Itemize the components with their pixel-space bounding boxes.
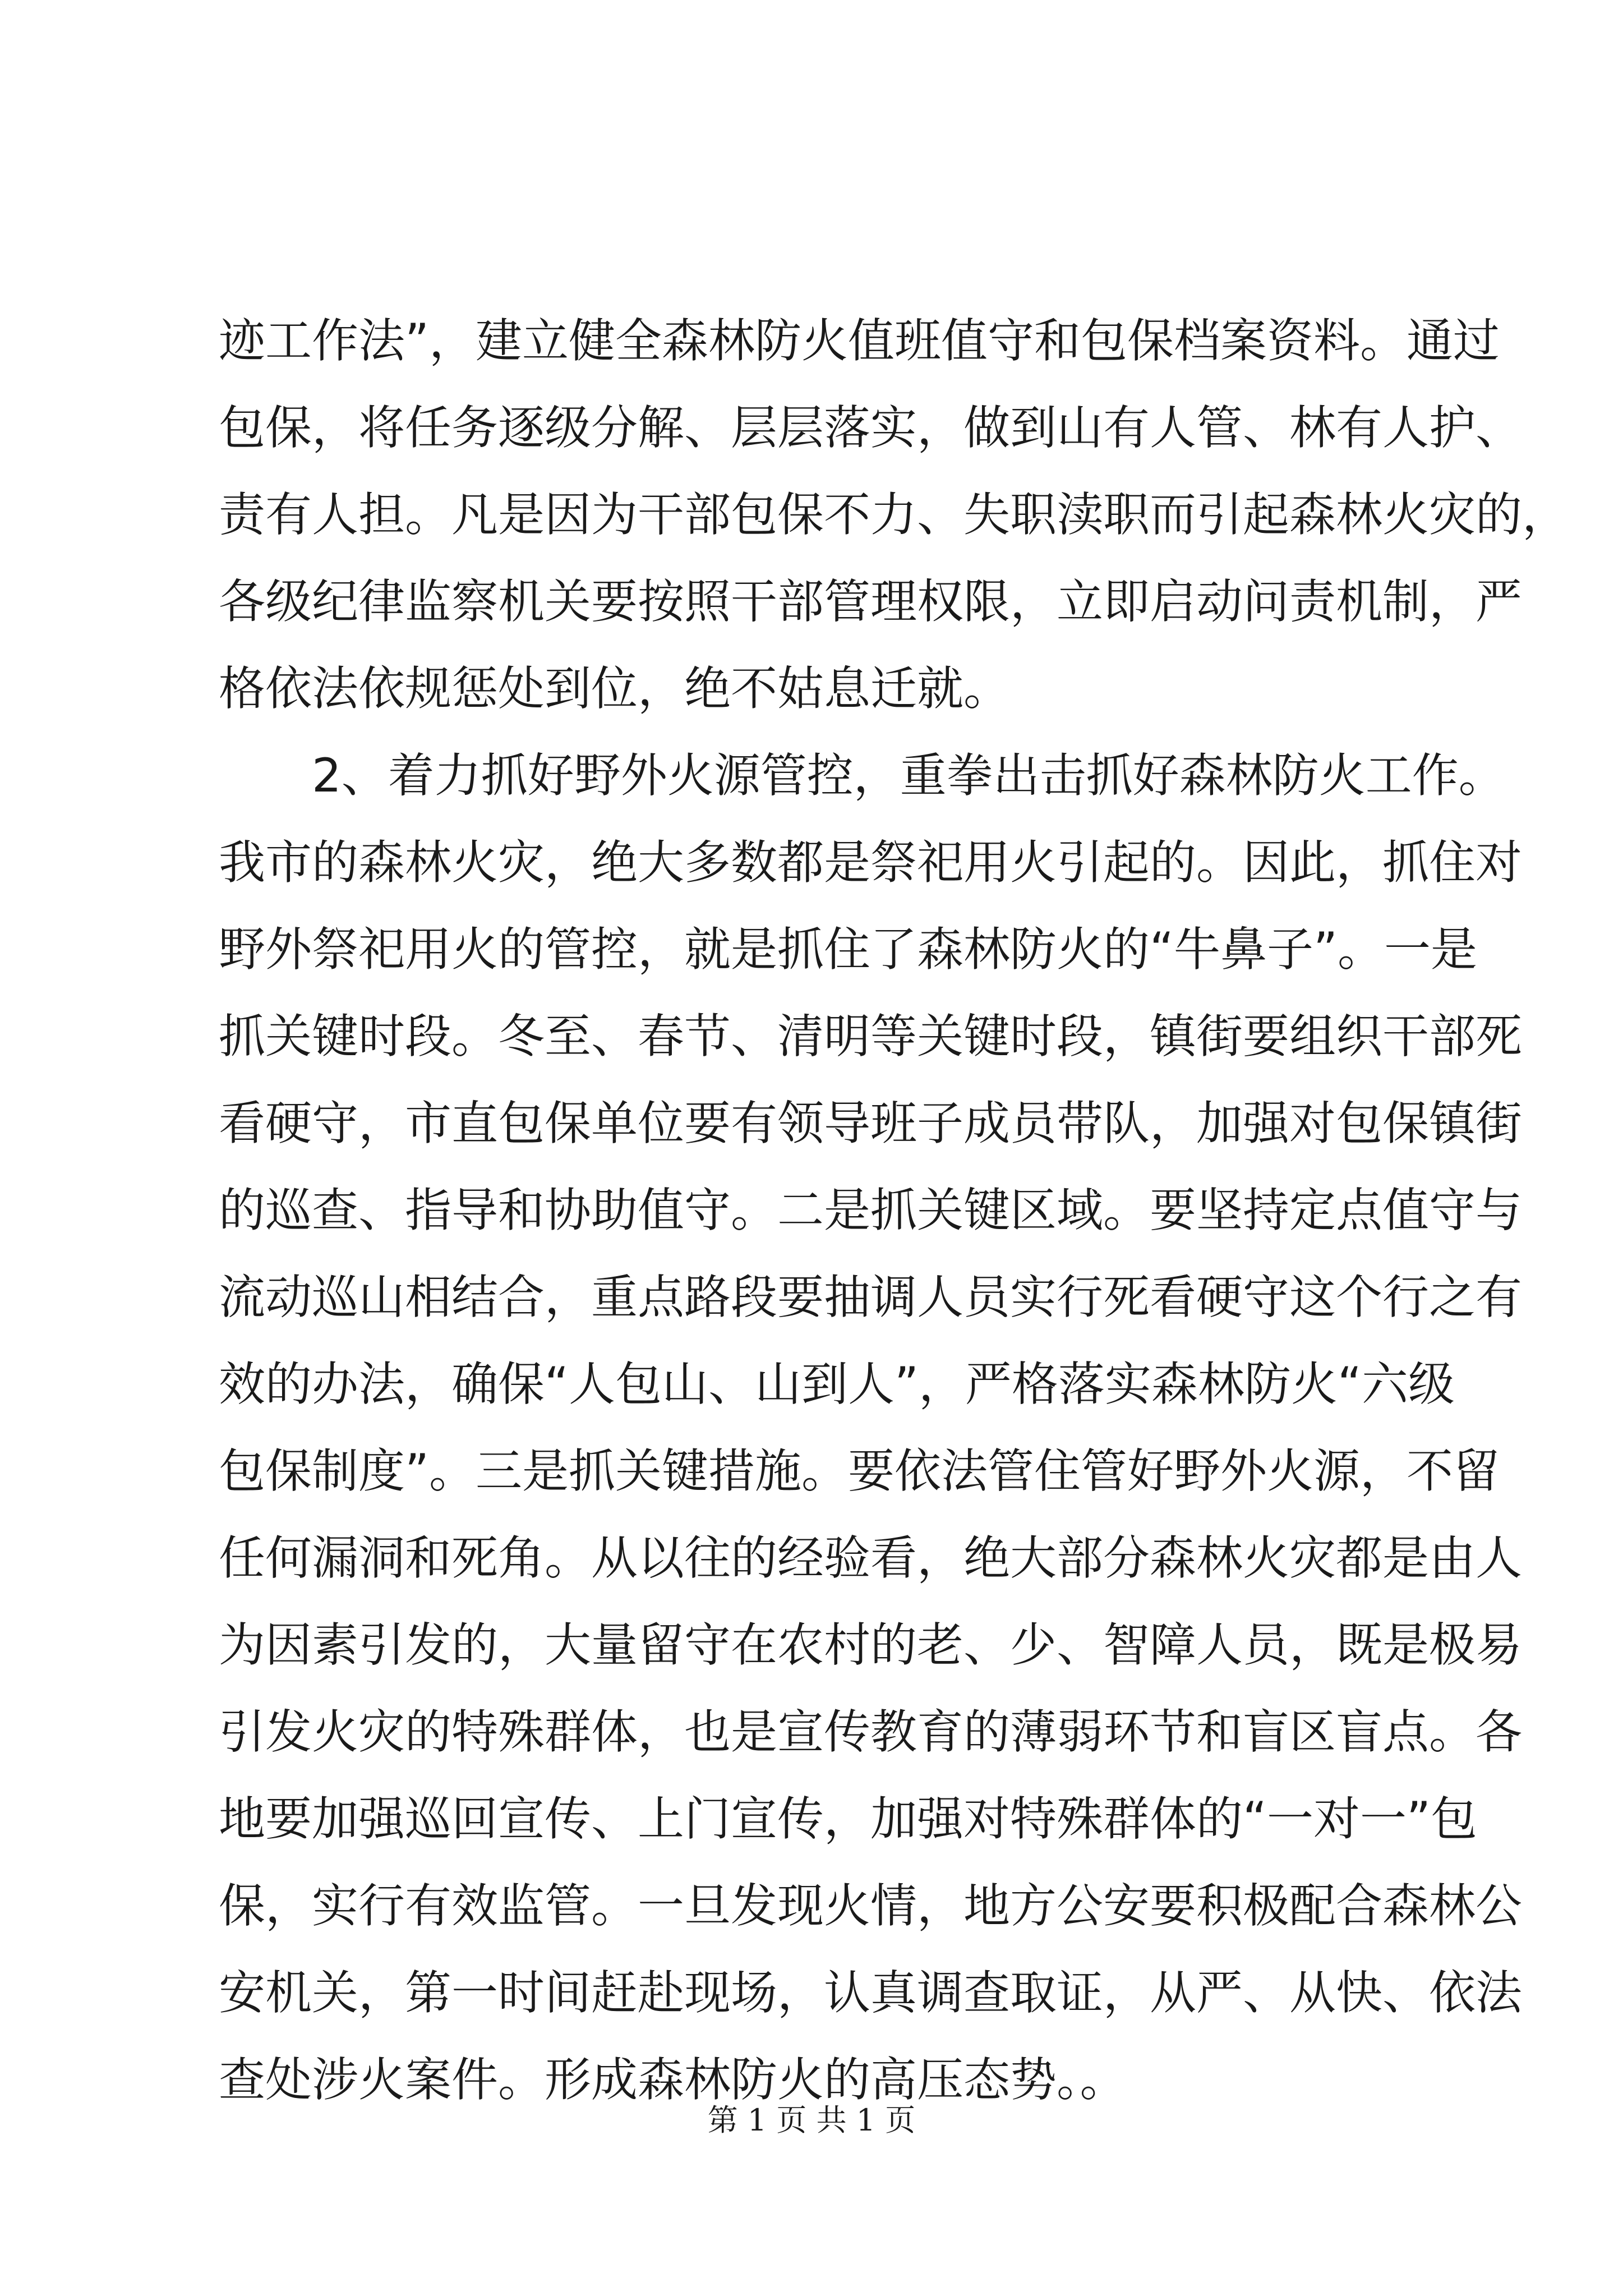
text-line: 效的办法，确保“人包山、山到人”，严格落实森林防火“六级 — [219, 1357, 1455, 1411]
text-line: 迹工作法”，建立健全森林防火值班值守和包保档案资料。通过 — [219, 314, 1500, 368]
text-line: 任何漏洞和死角。从以往的经验看，绝大部分森林火灾都是由人 — [219, 1531, 1522, 1585]
text-line: 为因素引发的，大量留守在农村的老、少、智障人员，既是极易 — [219, 1618, 1522, 1672]
text-line: 我市的森林火灾，绝大多数都是祭祀用火引起的。因此，抓住对 — [219, 835, 1522, 890]
text-line: 格依法依规惩处到位，绝不姑息迁就。 — [219, 661, 1010, 716]
text-line: 的巡查、指导和协助值守。二是抓关键区域。要坚持定点值守与 — [219, 1183, 1522, 1237]
text-line: 流动巡山相结合，重点路段要抽调人员实行死看硬守这个行之有 — [219, 1270, 1522, 1324]
text-line: 包保制度”。三是抓关键措施。要依法管住管好野外火源，不留 — [219, 1444, 1500, 1498]
text-line: 看硬守，市直包保单位要有领导班子成员带队，加强对包保镇街 — [219, 1096, 1522, 1151]
text-line: 责有人担。凡是因为干部包保不力、失职渎职而引起森林火灾的， — [219, 487, 1569, 542]
page-footer: 第 1 页 共 1 页 — [707, 2102, 916, 2138]
paragraph-start-line: 2、着力抓好野外火源管控，重拳出击抓好森林防火工作。 — [219, 748, 1505, 803]
text-line: 引发火灾的特殊群体，也是宣传教育的薄弱环节和盲区盲点。各 — [219, 1705, 1522, 1759]
text-line: 安机关，第一时间赶赴现场，认真调查取证，从严、从快、依法 — [219, 1966, 1522, 2020]
text-line: 地要加强巡回宣传、上门宣传，加强对特殊群体的“一对一”包 — [219, 1792, 1477, 1846]
text-line: 保，实行有效监管。一旦发现火情，地方公安要积极配合森林公 — [219, 1879, 1522, 1933]
text-line: 抓关键时段。冬至、春节、清明等关键时段，镇街要组织干部死 — [219, 1009, 1522, 1064]
document-body — [219, 297, 1569, 2123]
text-line: 包保，将任务逐级分解、层层落实，做到山有人管、林有人护、 — [219, 401, 1522, 455]
text-line: 野外祭祀用火的管控，就是抓住了森林防火的“牛鼻子”。一是 — [219, 922, 1477, 977]
text-line: 各级纪律监察机关要按照干部管理权限，立即启动问责机制，严 — [219, 574, 1522, 629]
text-line: 查处涉火案件。形成森林防火的高压态势。。 — [219, 2053, 1127, 2107]
